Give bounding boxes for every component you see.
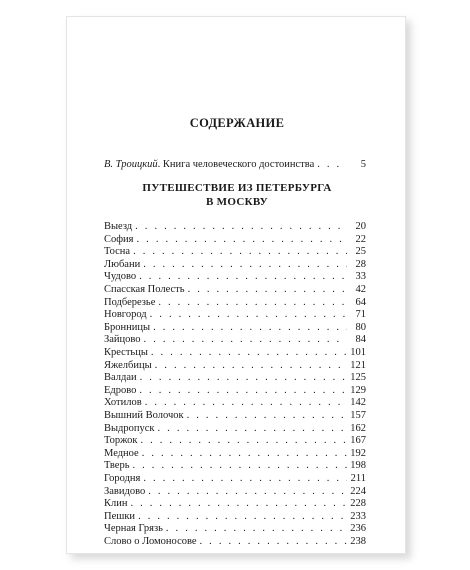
toc-entry[interactable] <box>104 422 366 435</box>
toc-entry-title: Зайцово <box>104 334 141 346</box>
toc-entry-title: Слово о Ломоносове <box>104 536 197 547</box>
toc-page-number: 192 <box>350 447 366 459</box>
toc-page-number: 224 <box>350 485 366 497</box>
toc-page-number: 198 <box>350 460 366 472</box>
dot-leader <box>137 233 347 246</box>
section-title-line-1: ПУТЕШЕСТВИЕ ИЗ ПЕТЕРБУРГА <box>142 182 332 194</box>
toc-entry-title: Крестьцы <box>104 347 148 358</box>
dot-leader <box>143 472 347 485</box>
toc-entry-title: София <box>104 233 134 245</box>
toc-page-number: 167 <box>350 435 366 447</box>
toc-page-number: 84 <box>355 334 366 346</box>
dot-leader <box>148 485 347 498</box>
toc-page-number: 157 <box>350 410 366 421</box>
toc-entry-title: Яжелбицы <box>104 359 152 371</box>
intro-author: В. Троицкий <box>104 159 158 170</box>
book-page <box>66 16 406 554</box>
toc-entry-title: Подберезье <box>104 296 156 308</box>
toc-entry[interactable] <box>104 333 366 346</box>
toc-page-number: 228 <box>350 498 366 510</box>
toc-page-number: 33 <box>355 271 366 283</box>
dot-leader <box>138 510 347 523</box>
toc-page-number: 129 <box>350 384 366 396</box>
toc-page-number: 238 <box>350 536 366 547</box>
toc-entry[interactable] <box>104 245 366 258</box>
toc-page-number: 22 <box>355 233 366 245</box>
toc-page-number: 101 <box>350 347 366 358</box>
dot-leader <box>142 447 347 460</box>
toc-page-number: 64 <box>355 296 366 308</box>
toc-entry[interactable] <box>104 447 366 460</box>
dot-leader <box>140 371 347 384</box>
toc-entry[interactable] <box>104 220 366 233</box>
toc-page-number: 125 <box>350 372 366 384</box>
toc-entry[interactable] <box>104 384 366 397</box>
toc-page-number: 28 <box>355 258 366 270</box>
toc-entry-title: Валдаи <box>104 372 137 384</box>
toc-entry[interactable] <box>104 485 366 498</box>
toc-page-number: 71 <box>355 309 366 321</box>
dot-leader <box>166 522 347 535</box>
toc-entry[interactable] <box>104 522 366 535</box>
toc-page-number: 42 <box>355 284 366 295</box>
toc-entry-title: Пешки <box>104 510 136 522</box>
toc-entry-title: Едрово <box>104 384 137 396</box>
dot-leader <box>317 158 347 171</box>
toc-entry-title <box>104 158 314 171</box>
toc-entry[interactable] <box>104 497 366 510</box>
toc-page-number: 236 <box>350 523 366 535</box>
dot-leader <box>139 384 347 397</box>
toc-entry-intro[interactable] <box>104 158 366 171</box>
toc-entry[interactable] <box>104 308 366 321</box>
toc-page-number: 20 <box>355 221 366 232</box>
dot-leader <box>151 346 347 359</box>
toc-entry[interactable] <box>104 409 366 422</box>
toc-entry-title: Спасская Полесть <box>104 284 185 295</box>
toc-entry-title: Выезд <box>104 221 133 232</box>
dot-leader <box>133 459 348 472</box>
dot-leader <box>150 308 347 321</box>
dot-leader <box>140 434 347 447</box>
toc-entry[interactable] <box>104 510 366 523</box>
toc-entry-title: Выдропуск <box>104 422 155 434</box>
dot-leader <box>145 396 347 409</box>
dot-leader <box>200 535 347 548</box>
dot-leader <box>135 220 347 233</box>
toc-entry-title: Бронницы <box>104 321 151 333</box>
dot-leader <box>187 409 347 422</box>
toc-page-number: 5 <box>360 159 366 170</box>
toc-page-number: 162 <box>350 422 366 434</box>
dot-leader <box>188 283 347 296</box>
toc-page-number: 211 <box>350 473 366 484</box>
toc-entry[interactable] <box>104 459 366 472</box>
dot-leader <box>130 497 347 510</box>
dot-leader <box>158 422 347 435</box>
toc-entry[interactable] <box>104 359 366 372</box>
toc-entry[interactable] <box>104 283 366 296</box>
dot-leader <box>153 321 347 334</box>
toc-entry-title: Городня <box>104 473 141 484</box>
toc-entry[interactable] <box>104 258 366 271</box>
toc-page-number: 25 <box>355 246 366 258</box>
section-title-line-2: В МОСКВУ <box>206 196 268 208</box>
toc-entry-title: Торжок <box>104 435 138 447</box>
toc-page-number: 142 <box>350 397 366 409</box>
toc-entry-title: Тверь <box>104 460 130 472</box>
toc-page-number: 80 <box>355 321 366 333</box>
toc-entry-title: Любани <box>104 258 141 270</box>
toc-entry[interactable] <box>104 233 366 246</box>
toc-entry[interactable] <box>104 371 366 384</box>
toc-entry-title: Тосна <box>104 246 131 258</box>
toc-entry[interactable] <box>104 396 366 409</box>
toc-entry[interactable] <box>104 321 366 334</box>
toc-entry-title: Новгород <box>104 309 147 321</box>
dot-leader <box>144 333 347 346</box>
toc-page-number: 121 <box>350 359 366 371</box>
dot-leader <box>155 359 347 372</box>
toc-entry[interactable] <box>104 434 366 447</box>
page-title: СОДЕРЖАНИЕ <box>189 116 285 130</box>
toc-entry[interactable] <box>104 472 366 485</box>
dot-leader <box>158 296 347 309</box>
toc-entry-title: Хотилов <box>104 397 142 409</box>
toc-entry-title: Черная Грязь <box>104 523 163 535</box>
toc-page-number: 233 <box>350 510 366 522</box>
toc-entry[interactable] <box>104 270 366 283</box>
dot-leader <box>133 245 347 258</box>
toc-entry-title: Завидово <box>104 485 146 497</box>
dot-leader <box>139 270 347 283</box>
intro-title: . Книга человеческого достоинства <box>157 159 315 170</box>
toc-entry-title: Вышний Волочок <box>104 410 184 421</box>
dot-leader <box>143 258 347 271</box>
toc-entry-title: Клин <box>104 498 128 510</box>
toc-entry[interactable] <box>104 296 366 309</box>
toc-entry[interactable] <box>104 535 366 548</box>
toc-entry-title: Медное <box>104 447 139 459</box>
toc-entry-title: Чудово <box>104 271 137 283</box>
toc-entry[interactable] <box>104 346 366 359</box>
